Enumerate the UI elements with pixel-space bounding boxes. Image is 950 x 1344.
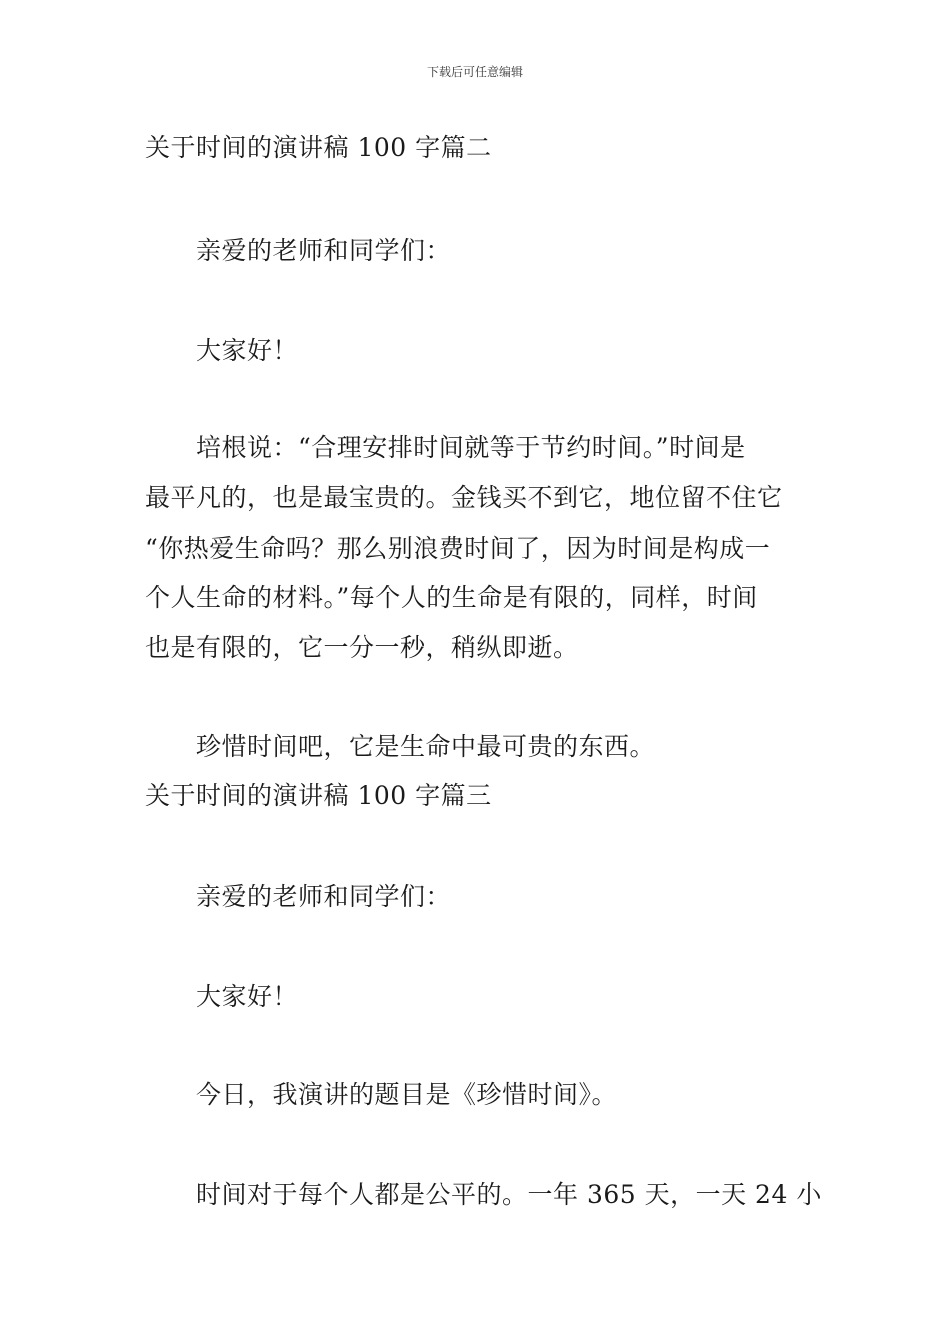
greeting: 亲爱的老师和同学们：	[196, 882, 452, 911]
section-title: 关于时间的演讲稿 100 字篇三	[145, 781, 492, 810]
header-note: 下载后可任意编辑	[426, 65, 523, 79]
hello: 大家好！	[196, 982, 299, 1011]
paragraph-line: 最平凡的，也是最宝贵的。金钱买不到它，地位留不住它	[145, 483, 783, 512]
paragraph-line: 也是有限的，它一分一秒，稍纵即逝。	[145, 633, 579, 662]
paragraph-line: 培根说：“合理安排时间就等于节约时间。”时间是	[196, 433, 746, 462]
section-title: 关于时间的演讲稿 100 字篇二	[145, 133, 492, 162]
paragraph-line: “你热爱生命吗？那么别浪费时间了，因为时间是构成一	[145, 534, 771, 563]
hello: 大家好！	[196, 336, 299, 365]
paragraph-line: 个人生命的材料。”每个人的生命是有限的，同样，时间	[145, 583, 758, 612]
greeting: 亲爱的老师和同学们：	[196, 236, 452, 265]
paragraph: 时间对于每个人都是公平的。一年 365 天，一天 24 小	[196, 1180, 822, 1209]
paragraph: 珍惜时间吧，它是生命中最可贵的东西。	[196, 732, 656, 761]
paragraph: 今日，我演讲的题目是《珍惜时间》。	[196, 1080, 618, 1109]
